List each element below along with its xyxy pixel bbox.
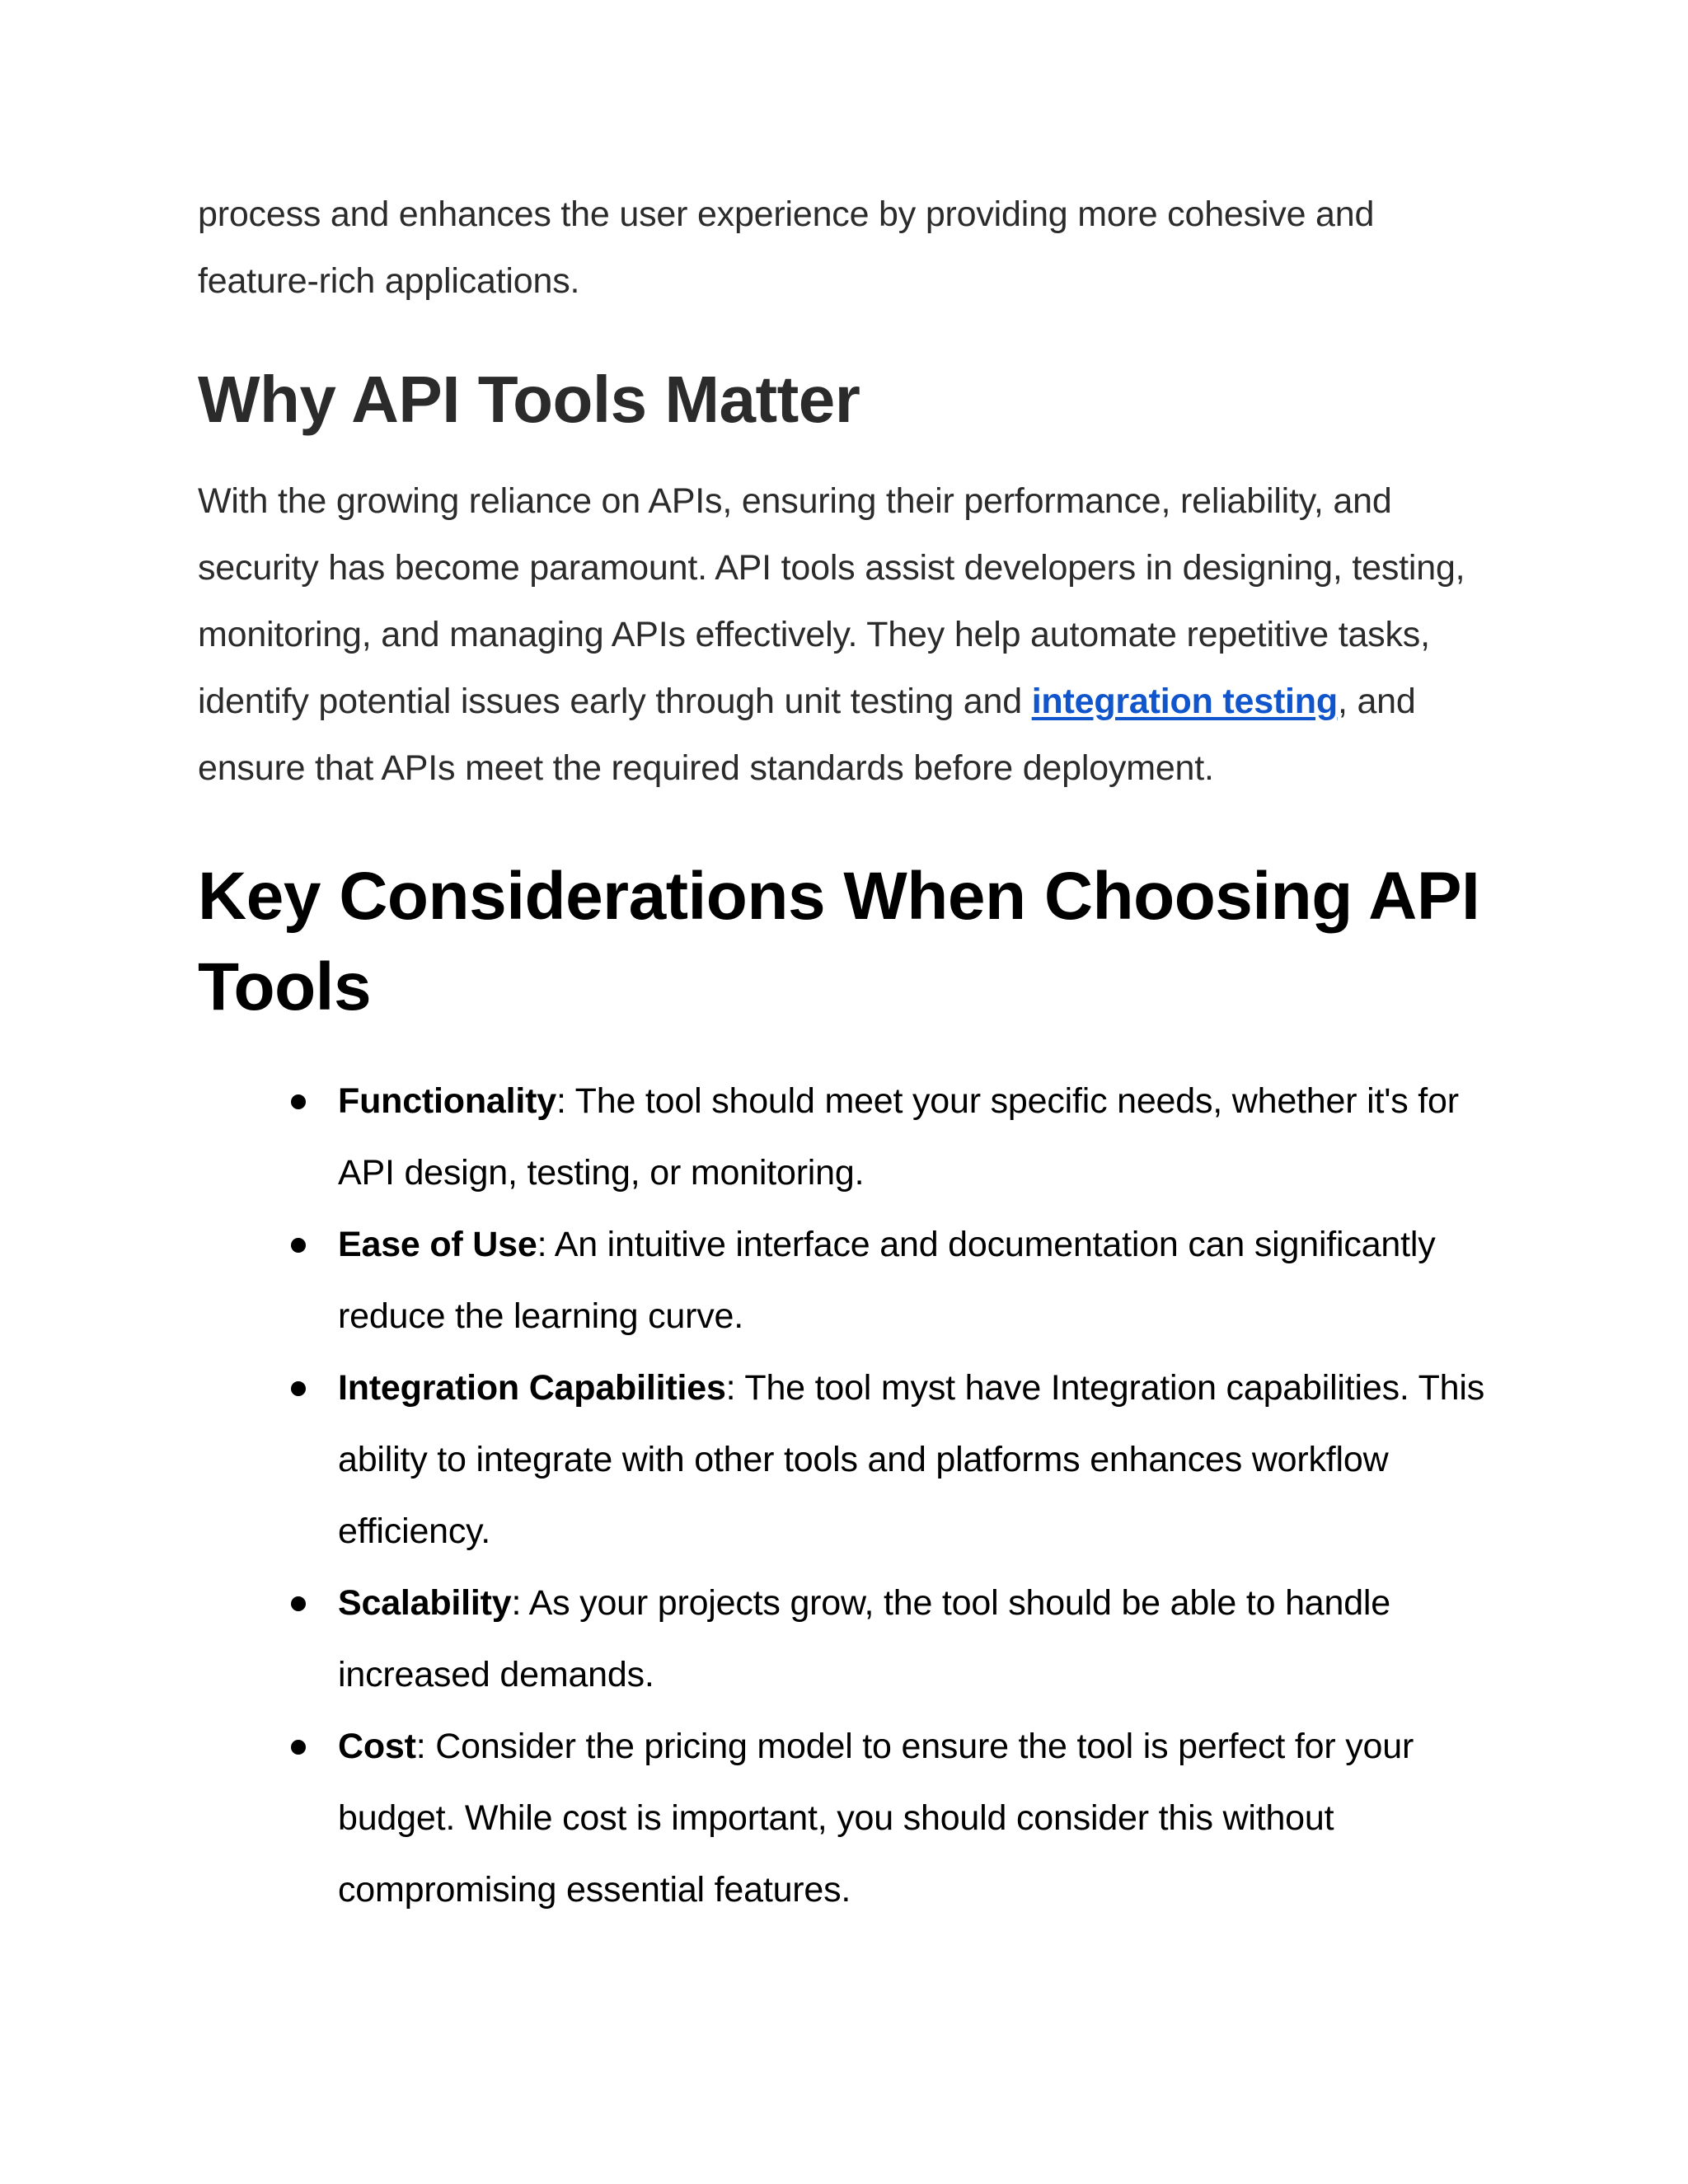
list-item bbox=[198, 1066, 1492, 1209]
list-item bbox=[198, 1711, 1492, 1926]
list-item bbox=[198, 1352, 1492, 1568]
bullet-icon bbox=[291, 1094, 306, 1109]
considerations-list bbox=[198, 1066, 1492, 1926]
list-item-term: Ease of Use bbox=[338, 1225, 537, 1264]
list-item-term: Cost bbox=[338, 1727, 416, 1766]
intro-line-2: feature-rich applications. bbox=[198, 261, 580, 301]
list-item-term: Integration Capabilities bbox=[338, 1368, 726, 1408]
section-heading-key-considerations: Key Considerations When Choosing API Tools bbox=[198, 859, 1480, 1024]
bullet-icon bbox=[291, 1740, 306, 1755]
bullet-icon bbox=[291, 1238, 306, 1253]
list-item-text: : An intuitive interface and documentation can significantly reduce the learning curve. bbox=[338, 1225, 1436, 1336]
why-paragraph bbox=[198, 468, 1484, 802]
integration-testing-link[interactable]: integration testing bbox=[1031, 682, 1338, 721]
why-paragraph-text: With the growing reliance on APIs, ensuring their performance, reliability, and security has become paramount. API tools assist developers in designing, testing, monitoring, and managing APIs effectively. They help automate repetitive tasks, identify potential issues early through unit testing and bbox=[198, 481, 1465, 721]
list-item-text: : As your projects grow, the tool should be able to handle increased demands. bbox=[338, 1583, 1391, 1694]
list-item bbox=[198, 1568, 1492, 1711]
list-item-text: : Consider the pricing model to ensure the tool is perfect for your budget. While cost is important, you should consider this without compromising essential features. bbox=[338, 1727, 1414, 1910]
list-item bbox=[198, 1209, 1492, 1352]
document-content bbox=[198, 181, 1492, 1926]
list-item-text: : The tool should meet your specific needs, whether it's for API design, testing, or monitoring. bbox=[338, 1081, 1459, 1193]
bullet-icon bbox=[291, 1381, 306, 1396]
bullet-icon bbox=[291, 1596, 306, 1611]
why-paragraph-tail: , and ensure that APIs meet the required standards before deployment. bbox=[198, 682, 1416, 788]
section-heading-why: Why API Tools Matter bbox=[198, 363, 860, 436]
intro-line-1: process and enhances the user experience by providing more cohesive and bbox=[198, 194, 1375, 234]
list-item-term: Functionality bbox=[338, 1081, 556, 1121]
list-item-term: Scalability bbox=[338, 1583, 512, 1623]
list-item-text: : The tool myst have Integration capabilities. This ability to integrate with other tools and platforms enhances workflow efficiency. bbox=[338, 1368, 1485, 1551]
intro-paragraph bbox=[198, 181, 1492, 315]
